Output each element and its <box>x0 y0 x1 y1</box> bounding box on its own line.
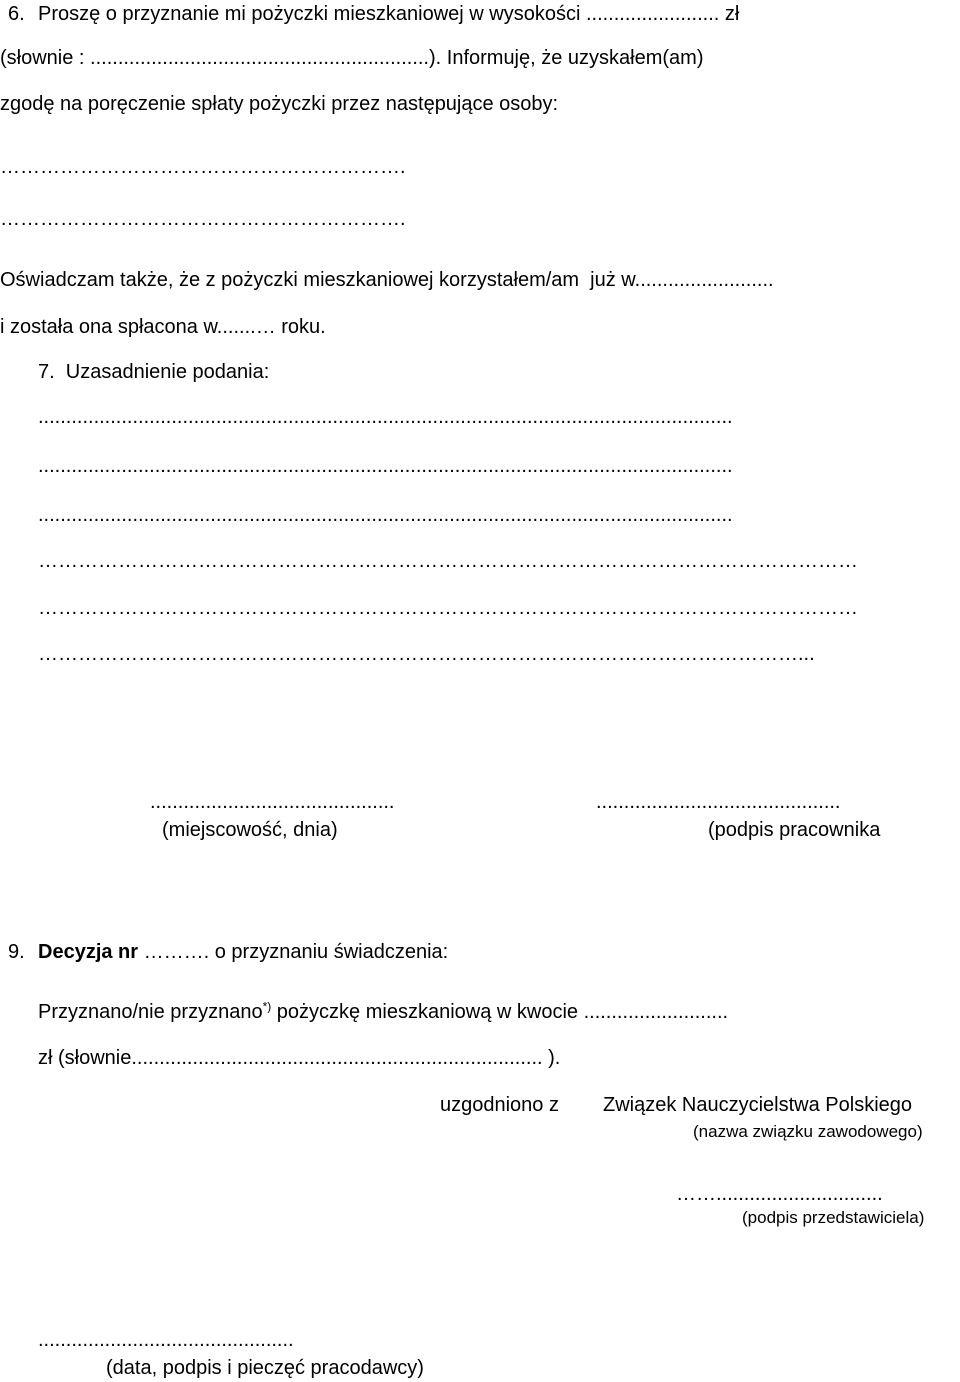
agreed-with-label: uzgodniono z <box>440 1094 559 1116</box>
union-caption: (nazwa związku zawodowego) <box>693 1122 923 1141</box>
repayment-year-line: i została ona spłacona w.......… roku. <box>0 316 326 338</box>
representative-signature-label: (podpis przedstawiciela) <box>742 1208 925 1227</box>
justification-line: …………………………………………………………………………………………………………… <box>38 597 858 619</box>
amount-in-words-line: (słownie : .............................................................). Informuję, że uzyskałem(am) <box>0 47 704 69</box>
guarantors-intro-line: zgodę na poręczenie spłaty pożyczki przez następujące osoby: <box>0 93 559 115</box>
justification-line: ............................................................................................................................. <box>38 455 733 477</box>
granted-amount-words: zł (słownie.......................................................................... ). <box>38 1047 561 1069</box>
union-name: Związek Nauczycielstwa Polskiego <box>603 1094 913 1116</box>
justification-line: ……………………………………………………………………………………………………... <box>38 643 815 665</box>
justification-heading: 7. Uzasadnienie podania: <box>38 361 270 383</box>
justification-line: ............................................................................................................................. <box>38 406 733 428</box>
justification-line: ............................................................................................................................. <box>38 504 733 526</box>
previous-loan-statement: Oświadczam także, że z pożyczki mieszkaniowej korzystałem/am już w......................... <box>0 269 774 291</box>
section-6-number: 6. <box>8 3 25 25</box>
employee-signature-blank: ............................................ <box>596 791 841 813</box>
granted-amount-text: pożyczkę mieszkaniową w kwocie .......................... <box>271 1001 729 1023</box>
place-date-blank: ............................................ <box>150 791 395 813</box>
granted-text: Przyznano/nie przyznano <box>38 1001 263 1023</box>
decision-text: ………. o przyznaniu świadczenia: <box>143 941 449 963</box>
employer-signature-label: (data, podpis i pieczęć pracodawcy) <box>106 1357 424 1379</box>
guarantor-blank-1: ……………………………………………………. <box>0 156 406 178</box>
loan-request-line: Proszę o przyznanie mi pożyczki mieszkaniowej w wysokości ........................ zł <box>38 3 740 25</box>
decision-line <box>38 940 448 964</box>
section-9-number: 9. <box>8 941 25 963</box>
employer-signature-blank: .............................................. <box>38 1329 294 1351</box>
guarantor-blank-2: ……………………………………………………. <box>0 208 406 230</box>
place-date-label: (miejscowość, dnia) <box>162 819 338 841</box>
footnote-mark: *) <box>262 999 272 1014</box>
representative-signature-blank: …….............................. <box>676 1183 883 1205</box>
justification-line: …………………………………………………………………………………………………………… <box>38 550 858 572</box>
decision-label: Decyzja nr <box>38 941 139 963</box>
employee-signature-label: (podpis pracownika <box>708 819 881 841</box>
granted-amount-line <box>38 1000 728 1024</box>
